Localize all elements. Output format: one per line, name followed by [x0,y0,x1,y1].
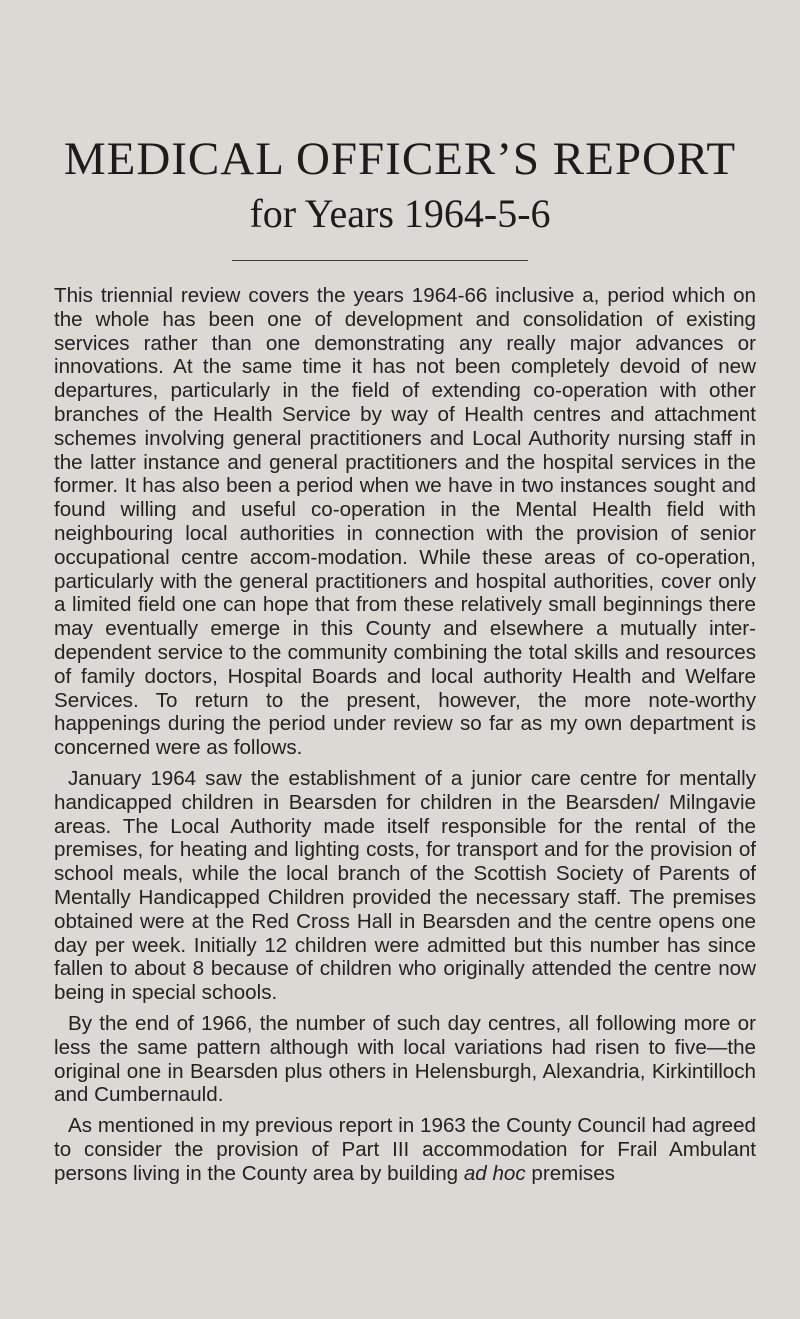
title-divider [232,260,528,261]
paragraph-text-end: premises [525,1161,615,1185]
italic-phrase: ad hoc [463,1161,526,1185]
paragraph-junior-care-centre: January 1964 saw the establishment of a junior care centre for mentally handicapped children in Bearsden for children in the Bearsden/ Milngavie areas. The Local Authority made itself responsible for the rental of the premises, for heating and lighting costs, for transport and for the provision of school meals, while the local branch of the Scottish Society of Parents of Mentally Handicapped Children provided the necessary staff. The premises obtained were at the Red Cross Hall in Bearsden and the centre opens one day per week. Initially 12 children were admitted but this number has since fallen to about 8 because of children who originally attended the centre now being in special schools. [54,766,756,1005]
paragraph-overview: This triennial review covers the years 1964-66 inclusive a, period which on the whole has been one of development and consolidation of existing services rather than one demonstrating any really major advances or innovations. At the same time it has not been completely devoid of new departures, particularly in the field of extending co-operation with other branches of the Health Service by way of Health centres and attachment schemes involving general practitioners and Local Authority nursing staff in the latter instance and general practitioners and the hospital services in the former. It has also been a period when we have in two instances sought and found willing and useful co-operation in the Mental Health field with neighbouring local authorities in connection with the provision of senior occupational centre accom-modation. While these areas of co-operation, particularly with the general practitioners and hospital authorities, cover only a limited field one can hope that from these relatively small beginnings there may eventually emerge in this County and elsewhere a mutually inter-dependent service to the community combining the total skills and resources of family doctors, Hospital Boards and local authority Health and Welfare Services. To return to the present, however, the more note-worthy happenings during the period under review so far as my own department is concerned were as follows. [54,284,756,760]
paragraph-text-start: As mentioned in my previous report in 1963 the County Council had agreed to consider the provision of Part III accommodation for Frail Ambulant persons living in the County area by building [54,1114,756,1185]
report-body [54,284,756,1185]
paragraph-day-centres: By the end of 1966, the number of such day centres, all following more or less the same pattern although with local variations had risen to five—the original one in Bearsden plus others in Helensburgh, Alexandria, Kirkintilloch and Cumbernauld. [54,1011,756,1107]
report-title: MEDICAL OFFICER’S REPORT [63,133,737,185]
paragraph-part-iii-accommodation [54,1114,756,1185]
report-subtitle: for Years 1964-5-6 [249,191,551,236]
